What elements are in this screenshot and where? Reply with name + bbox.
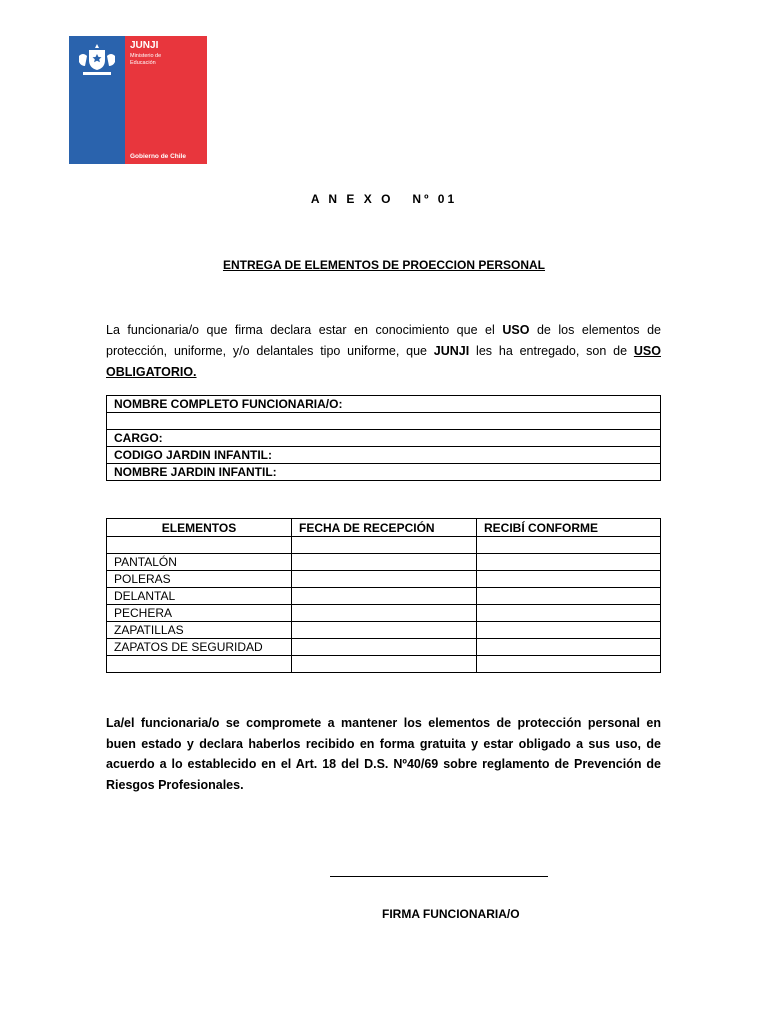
date-cell[interactable] — [292, 656, 477, 673]
table-row — [107, 605, 661, 622]
logo-subtitle-line2: Educación — [130, 60, 156, 66]
element-name — [107, 656, 292, 673]
table-row — [107, 430, 661, 447]
table-row — [107, 639, 661, 656]
document-subtitle: ENTREGA DE ELEMENTOS DE PROECCION PERSONAL — [222, 258, 546, 272]
date-cell[interactable] — [292, 639, 477, 656]
received-cell[interactable] — [477, 588, 661, 605]
intro-uso: USO — [502, 323, 530, 337]
table-row — [107, 396, 661, 413]
element-name — [107, 537, 292, 554]
date-cell[interactable] — [292, 588, 477, 605]
received-cell[interactable] — [477, 537, 661, 554]
table-row — [107, 622, 661, 639]
logo-blue-panel — [69, 36, 125, 164]
coat-of-arms-icon — [75, 42, 119, 78]
signature-label: FIRMA FUNCIONARIA/O — [382, 907, 520, 921]
logo-title: JUNJI — [130, 40, 159, 51]
intro-text-3: les ha entregado, son de — [469, 344, 634, 358]
table-row — [107, 537, 661, 554]
table-row — [107, 571, 661, 588]
element-name: ZAPATOS DE SEGURIDAD — [107, 639, 292, 656]
date-cell[interactable] — [292, 571, 477, 588]
table-header-row — [107, 519, 661, 537]
intro-junji: JUNJI — [433, 344, 470, 358]
info-cell[interactable]: NOMBRE JARDIN INFANTIL: — [107, 464, 661, 481]
intro-uso-obligatorio: USO OBLIGATORIO. — [106, 344, 661, 379]
received-cell[interactable] — [477, 554, 661, 571]
logo-red-panel — [125, 36, 207, 164]
element-name: POLERAS — [107, 571, 292, 588]
date-cell[interactable] — [292, 554, 477, 571]
table-row — [107, 588, 661, 605]
employee-info-table — [106, 395, 661, 481]
info-cell[interactable]: NOMBRE COMPLETO FUNCIONARIA/O: — [107, 396, 661, 413]
table-row — [107, 447, 661, 464]
intro-paragraph — [106, 320, 661, 383]
document-heading: A N E X O Nº 01 — [310, 192, 458, 206]
header-recibi: RECIBÍ CONFORME — [477, 519, 661, 537]
intro-text-1: La funcionaria/o que firma declara estar en conocimiento que el — [106, 323, 503, 337]
elements-table — [106, 518, 661, 673]
received-cell[interactable] — [477, 656, 661, 673]
commitment-paragraph: La/el funcionaria/o se compromete a mantener los elementos de protección personal en buen estado y declara haberlos recibido en forma gratuita y estar obligado a sus uso, de acuerdo a lo establecido en el Art. 18 del D.S. Nº40/69 sobre reglamento de Prevención de Riesgos Profesionales. — [106, 716, 661, 792]
date-cell[interactable] — [292, 605, 477, 622]
logo-subtitle-line1: Ministerio de — [130, 53, 162, 59]
received-cell[interactable] — [477, 571, 661, 588]
table-row — [107, 464, 661, 481]
received-cell[interactable] — [477, 639, 661, 656]
info-cell[interactable]: CODIGO JARDIN INFANTIL: — [107, 447, 661, 464]
info-cell[interactable] — [107, 413, 661, 430]
date-cell[interactable] — [292, 537, 477, 554]
date-cell[interactable] — [292, 622, 477, 639]
logo-subtitle — [130, 53, 200, 67]
logo-footer: Gobierno de Chile — [130, 153, 186, 160]
received-cell[interactable] — [477, 622, 661, 639]
table-row — [107, 656, 661, 673]
signature-line[interactable] — [330, 876, 548, 877]
info-cell[interactable]: CARGO: — [107, 430, 661, 447]
element-name: ZAPATILLAS — [107, 622, 292, 639]
intro-text-2: de los elementos de protección, uniforme, y/o delantales tipo uniforme, que — [106, 323, 661, 358]
header-elementos: ELEMENTOS — [107, 519, 292, 537]
table-row — [107, 554, 661, 571]
junji-logo — [69, 36, 207, 164]
element-name: DELANTAL — [107, 588, 292, 605]
element-name: PECHERA — [107, 605, 292, 622]
element-name: PANTALÓN — [107, 554, 292, 571]
received-cell[interactable] — [477, 605, 661, 622]
table-row — [107, 413, 661, 430]
header-fecha: FECHA DE RECEPCIÓN — [292, 519, 477, 537]
